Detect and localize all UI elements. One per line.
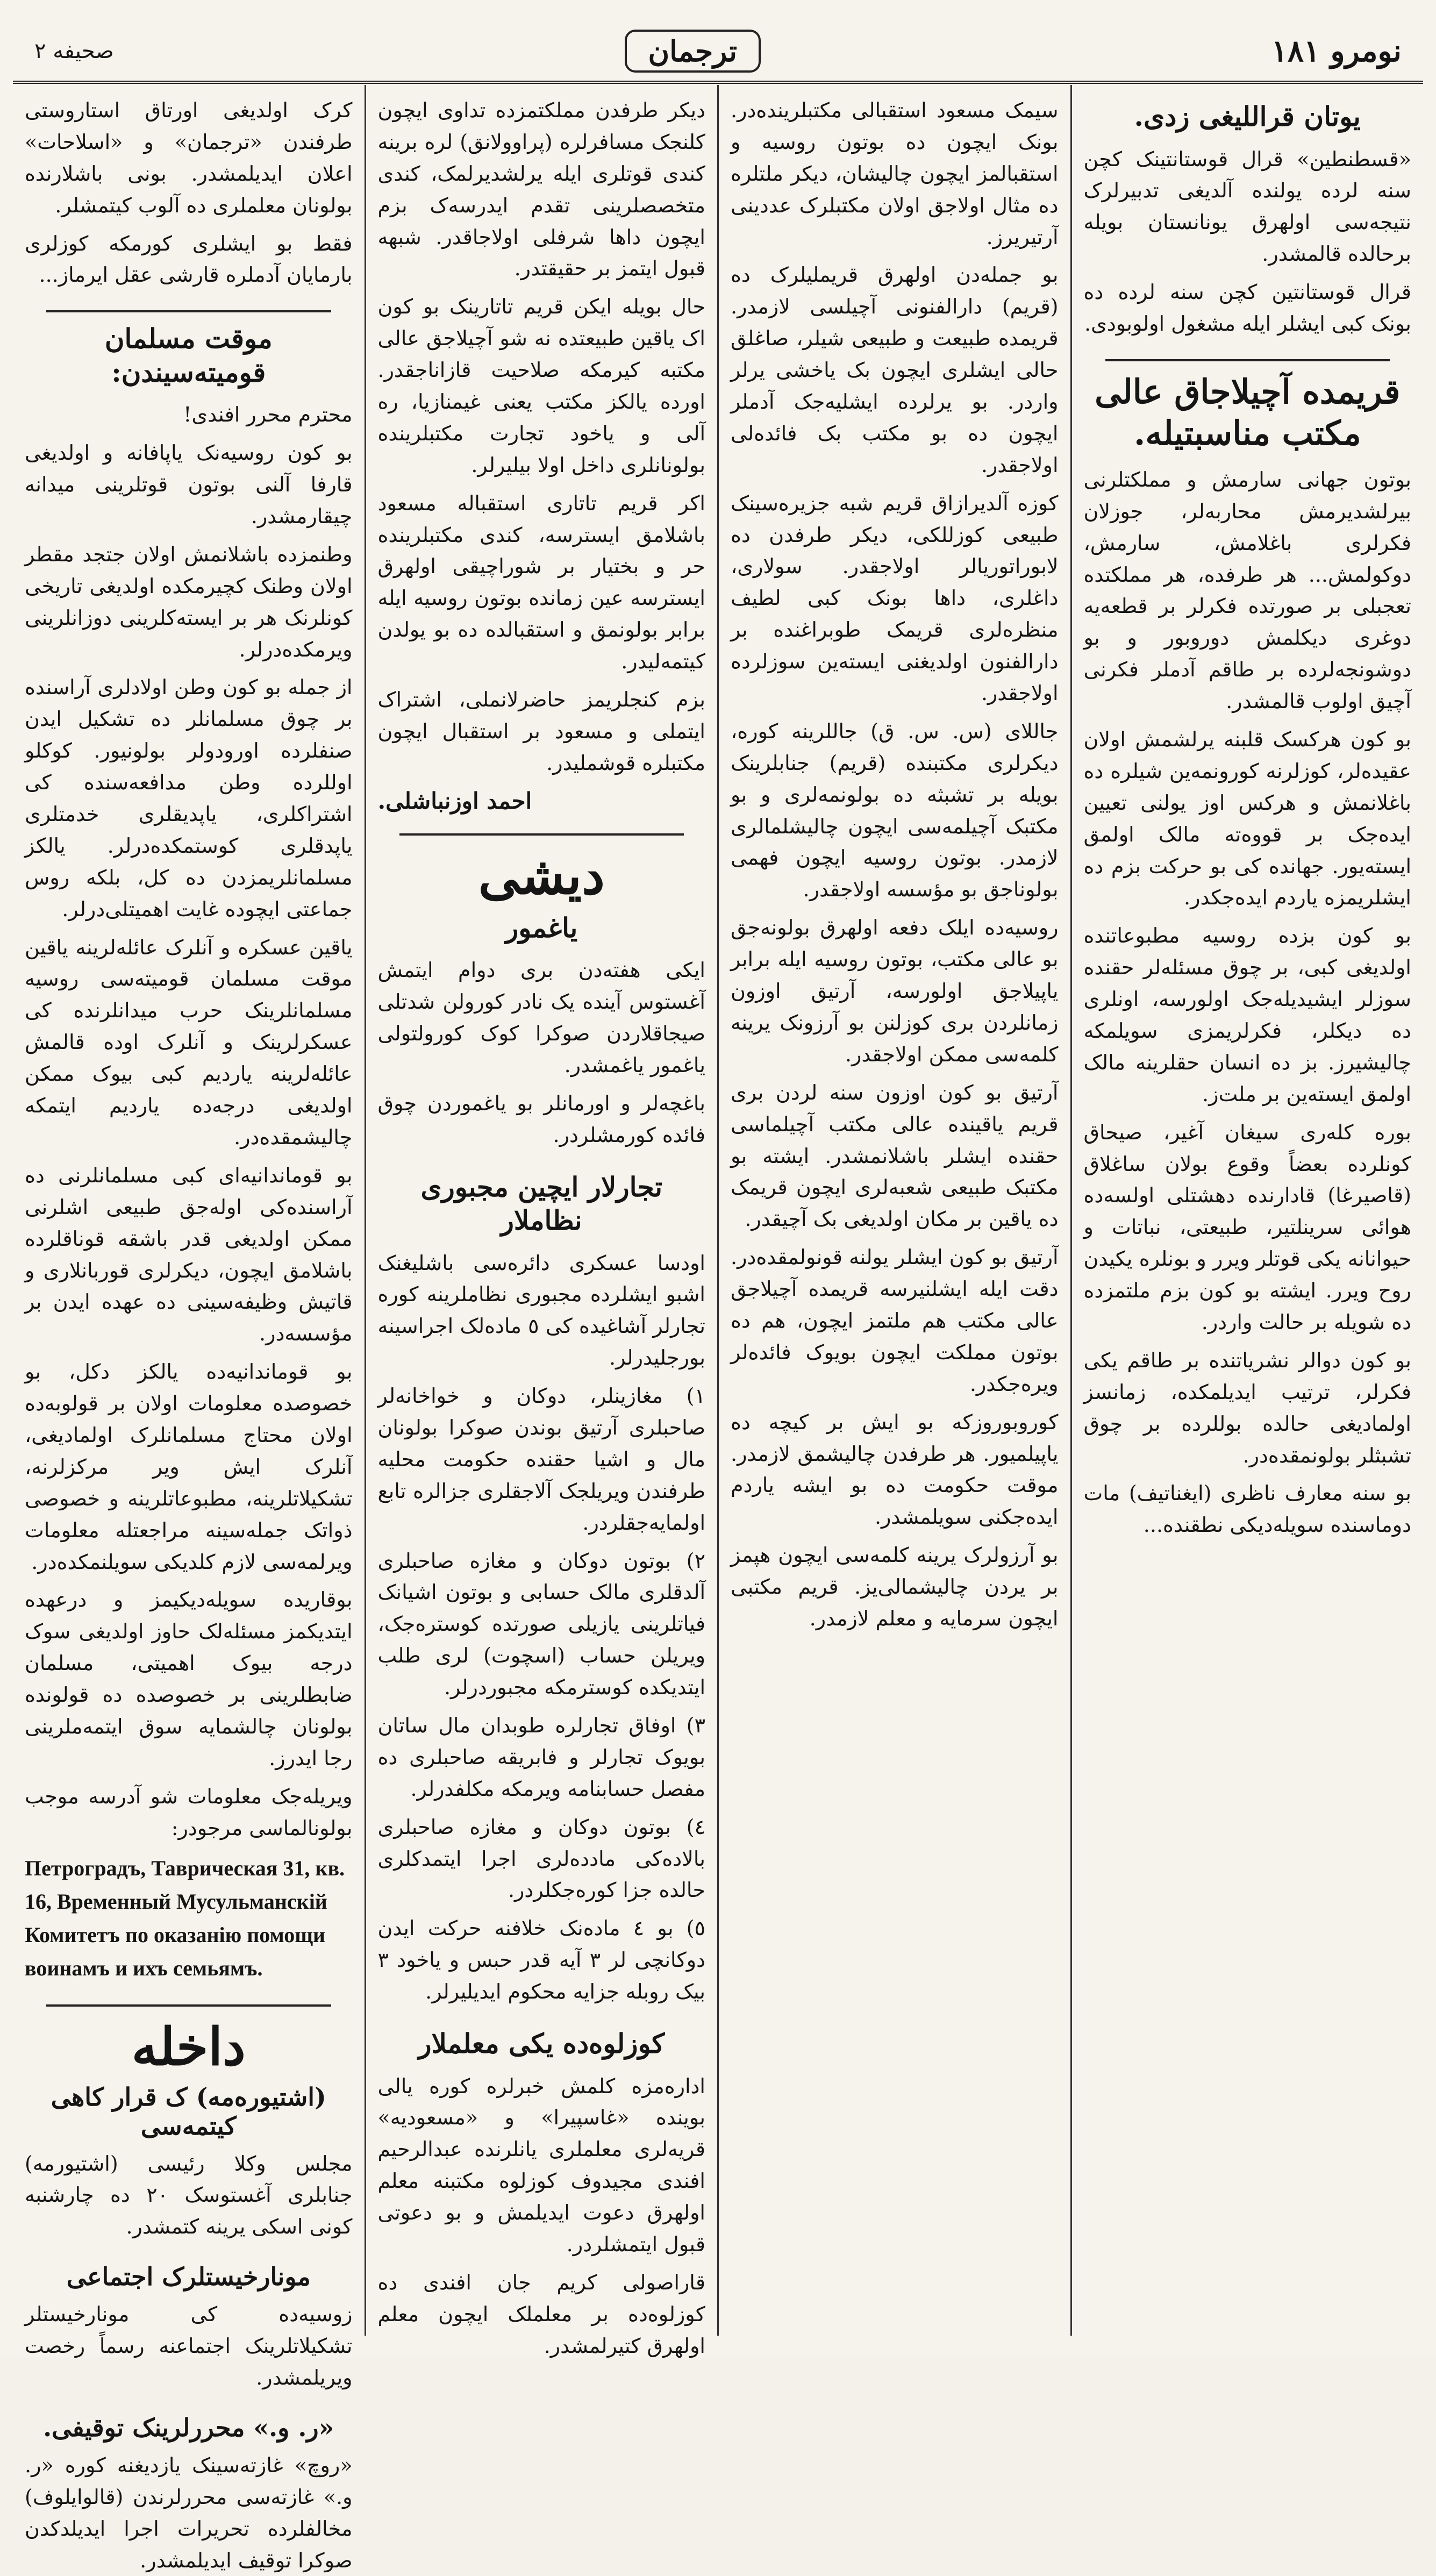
address: Петроградъ, Таврическая 31, кв. 16, Временный Мусульманскій Комитетъ по оказанію помощи воинамъ и ихъ семьямъ. — [25, 1856, 345, 1980]
divider — [46, 2004, 331, 2007]
paragraph: ٥) بو ٤ ماده‌نک خلافنه حرکت ایدن دوکانچی لر ٣ آیه قدر حبس و یاخود ٣ بیک روبله جزایه محکوم ایدیلیرلر. — [377, 1916, 705, 2004]
paragraph: ویریله‌جک معلومات شو آدرسه موجب بولونالماسی مرجودر: — [25, 1784, 353, 1840]
paragraph: ٢) بوتون دوکان و مغازه صاحبلری آلدقلری مالک حسابی و بوتون اشیانک فیاتلرینی یازیلی صورتده کوستره‌جک، ویریلن حساب (اسچوت) لری طلب ایتدیکده کوسترمکه مجبوردرلر. — [377, 1549, 705, 1700]
paragraph: قاراصولی کریم جان افندی ده کوزلوه‌ده بر معلملک ایچون معلم اولهرق کتیرلمشدر. — [377, 2270, 705, 2358]
paragraph: ٣) اوفاق تجارلره طوبدان مال ساتان بویوک تجارلر و فابریقه صاحبلری ده مفصل حسابنامه ویرمکه مکلفدرلر. — [377, 1714, 705, 1801]
author-byline: احمد اوزنباشلی. — [377, 787, 532, 814]
paragraph: بزم کنجلریمز حاضرلانملی، اشتراک ایتملی و مسعود بر استقبال ایچون مکتبلره قوشملیدر. — [377, 688, 705, 775]
masthead — [13, 22, 1423, 84]
column-4 — [13, 85, 365, 2572]
article-merchant-rules — [378, 1171, 706, 2008]
paragraph: حال بویله ایکن قریم تاتارینک بو کون اک یاقین طبیعتده نه شو آچیلاجق عالی مکتبه کیرمکه صلاحیت قازاناجقدر. اورده یالکز مکتب یعنی غیمنازیا، ره آلی و یاخود تجارت مکتبلرینده بولونانلری داخل اولا بیلیرلر. — [377, 295, 705, 477]
paragraph: جاللای (س. س. ق) جاللرینه کوره، دیکرلری مکتبنده (قریم) جنابلرینک بویله بر تشبثه ده بولونمه‌لری و بو مکتبک آچیلمه‌سی ایچون چالیشلمالری لازمدر. بوتون روسیه ایچون فهمی بولوناجق بو مؤسسه اولاجقدر. — [731, 719, 1059, 902]
divider — [46, 310, 331, 312]
paragraph: کوزه آلدیرازاق قریم شبه جزیره‌سینک طبیعی کوزللکی، دیکر طرفدن ده لابوراتوریالر اولاجقدر. سولاری، داغلری، داها بونک کبی لطیف منظره‌لری قریمک طوبراغنده بر دارالفنون اولدیغنی ایسته‌ین سوزلرده اولاجقدر. — [731, 491, 1059, 705]
paragraph: بو آرزولرک یرینه کلمه‌سی ایچون هپمز بر یردن چالیشمالی‌یز. قریم مکتبی ایچون سرمایه و معلم لازمدر. — [731, 1543, 1059, 1630]
paragraph: بو کون هرکسک قلبنه یرلشمش اولان عقیده‌لر، کوزلرنه کورونمه‌ین شیلره ده باغلانمش و هرکس اوز یولنی تعیین ایده‌جک بر قووه‌ته مالک اولمق ایسته‌یور. جهانده کی بو حرکت بزم ده ایشلریمزه یاردم ایده‌جکدر. — [1083, 727, 1411, 910]
paragraph: سیمک مسعود استقبالی مکتبلرینده‌در. بونک ایچون ده بوتون روسیه و استقبالمز ایچون چالیشان، دیکر ملتلره ده مثال اولاجق اولان مکتبلرک عددینی آرتیریرز. — [731, 98, 1059, 249]
headline: (اشتیوره‌مه) ک قرار کاهی کیتمه‌سی — [51, 2082, 326, 2140]
column-2 — [717, 85, 1070, 2336]
article-rain — [378, 845, 706, 1151]
paragraph: کوروبوروزکه بو ایش بر کیچه ده یاپیلمیور. هر طرفدن چالیشمق لازمدر. موقت حکومت ده بو ایشه یاردم ایده‌جکنی سویلمشدر. — [731, 1410, 1059, 1529]
section-logo: دیشی — [478, 845, 605, 906]
article-greek-king — [1084, 100, 1412, 340]
paragraph: بو قوماندانیه‌ای کبی مسلمانلرنی ده آراسنده‌کی اوله‌جق طبیعی اشلرنی ممکن اولدیغی قدر باشقه قوناقلرده باشلامق ایچون، دیکرلری قوربانلاری و قاتیش وظیفه‌سینی ده عهده ایدن بر مؤسسه‌در. — [25, 1163, 353, 1346]
paragraph: ٤) بوتون دوکان و مغازه صاحبلری بالاده‌کی مادده‌لری اجرا ایتمدکلری حالده جزا کوره‌جکلردر. — [377, 1815, 705, 1902]
paragraph: آرتیق بو کون ایشلر یولنه قونولمقده‌در. دقت ایله ایشلنیرسه قریمده آچیلاجق عالی مکتب هم ملتمز ایچون، هم ده بوتون مملکت ایچون بویوک فائده‌لر ویره‌جکدر. — [731, 1245, 1059, 1396]
paragraph: مجلس وکلا رئیسی (اشتیورمه) جنابلری آغستوسک ۲۰ ده چارشنبه کونی اسکی یرینه کتمشدر. — [25, 2151, 353, 2239]
paragraph: بو قوماندانیه‌ده یالکز دکل، بو خصوصده معلومات اولان بر قولوبه‌ده اولان محتاج مسلمانلرک اولمادیغی، آنلرک ایش ویر مرکزلرنه، تشکیلاتلرینه، مطبوعاتلرینه و خصوصی ذواتک جمله‌سینه مراجعتله معلومات ویرلمه‌سی لازم کلدیکی سویلنمکده‌در. — [25, 1360, 353, 1574]
headline: یوتان قراللیغی زدی. — [1134, 101, 1361, 132]
newspaper-title: ترجمان — [625, 30, 761, 73]
headline: قریمده آچیلاجاق عالی مکتب مناسبتیله. — [1095, 372, 1401, 453]
paragraph: بو کون بزده روسیه مطبوعاتنده اولدیغی کبی، بر چوق مسئله‌لر حقنده سوزلر ایشیدیله‌جک اولورسه، اونلری ده دیکلر، فکرلریمزی سویلمکه چالیشیرز. بز ده انسان حقلرینه مالک اولمق ایسته‌ین بر ملت‌ز. — [1083, 924, 1411, 1106]
paragraph: دیکر طرفدن مملکتمزده تداوی ایچون کلنجک مسافرلره (پراوولانق) لره برینه کندی قوتلری ایله یرلشدیرلمک، کندی متخصصلرینی تقدم ایدرسه‌ک بزم ایچون داها شرفلی اولاجاقدر. شبهه قبول ایتمز بر حقیقتدر. — [377, 98, 705, 281]
paragraph: بو سنه معارف ناظری (ایغناتیف) مات دوماسنده سویله‌دیکی نطقنده... — [1083, 1481, 1411, 1537]
paragraph: بو جمله‌دن اولهرق قریملیلرک ده (قریم) دارالفنونی آچیلسی لازمدر. قریمده طبیعت و طبیعی شیلر، صاغلق حالی ایشلری ایچون بک یاخشی یرلر واردر. بو یرلرده ایشلیه‌جک آدملر ایچون ده بو مکتب بک فائده‌لی اولاجقدر. — [731, 263, 1059, 477]
section-logo: داخله — [131, 2016, 246, 2077]
paragraph: اودسا عسکری دائره‌سی باشلیغنک اشبو ایشلرده مجبوری نظاملرینه کوره تجارلر آشاغیده کی ٥ ماده‌لک اجراسینه بورجلیدرلر. — [377, 1251, 705, 1370]
article-muslim-committee — [25, 322, 353, 1985]
paragraph: ایکی هفته‌دن بری دوام ایتمش آغستوس آینده یک نادر کورولن شدتلی صیجاقلاردن صوکرا کوک کورولتولی یاغمور یاغمشدر. — [377, 958, 705, 1077]
headline: یاغمور — [505, 911, 578, 944]
paragraph: آرتیق بو کون اوزون سنه لردن بری قریم یاقینده عالی مکتب آچیلماسی حقنده ایشلر باشلانمشدر. ایشته بو مکتبک طبیعی شعبه‌لری ایچون قریمک ده یاقین بر مکان اولدیغی بک آچیقدر. — [731, 1080, 1059, 1231]
columns — [13, 85, 1423, 2572]
paragraph: روسیه‌ده ایلک دفعه اولهرق بولونه‌جق بو عالی مکتب، بوتون روسیه ایله برابر یاپیلاجق اولورسه، آرتیق اوزون زمانلردن بری کوزلنن بو آرزونک یرینه کلمه‌سی ممکن اولاجقدر. — [731, 916, 1059, 1066]
issue-number: نومرو ١٨١ — [1271, 33, 1402, 69]
paragraph: باغچه‌لر و اورمانلر بو یاغموردن چوق فائده کورمشلردر. — [377, 1091, 705, 1147]
headline: تجارلار ایچین مجبوری نظاملار — [420, 1171, 663, 1237]
column-1 — [1070, 85, 1424, 2336]
paragraph: ١) مغازینلر، دوکان و خواخانه‌لر صاحبلری آرتیق بوندن صوکرا بولونان مال و اشیا حقنده حکومت محلیه طرفندن ویریلجک آلاجقلری جزالره تابع اولمایه‌جقلردر. — [377, 1384, 705, 1535]
paragraph: اکر قریم تاتاری استقباله مسعود باشلامق ایسترسه، کندی مکتبلرینده حر و بختیار بر شوراچیقی اولهرق ایسترسه عین زمانده بوتون روسیه ایله برابر بولونمق و استقبالده ده بو یولدن کیتمه‌لیدر. — [377, 491, 705, 674]
paragraph: وطنمزده باشلانمش اولان جتجد مقطر اولان وطنک کچیرمکده اولدیغی تاریخی کونلرنک هر بر ایسته‌کلرینی دوزانلرینی ویرمکده‌درلر. — [25, 542, 353, 661]
article-top-left — [25, 95, 353, 291]
article-arrest — [25, 2413, 353, 2576]
headline: کوزلوه‌ده یکی معلملار — [418, 2028, 665, 2060]
paragraph: کرک اولدیغی اورتاق استاروستی طرفندن «ترجمان» و «اسلاحات» اعلان ایدیلمشدر. بونی باشلارنده بولونان معلملری ده آلوب کیتمشلر. — [25, 98, 353, 217]
divider — [1105, 359, 1390, 361]
paragraph: از جمله بو کون وطن اولادلری آراسنده بر چوق مسلمانلر ده تشکیل ایدن صنفلرده اورودولر بولونیور. کوکلو اوللرده وطن مدافعه‌سنده کی اشتراکلری، یاپدیقلری خدمتلری یاپدقلری کوستمکده‌درلر. یالکز مسلمانلریمزدن ده کل، بلکه روس جماعتی ایچوده غایت اهمیتلی‌درلر. — [25, 675, 353, 921]
paragraph: بوقاریده سویله‌دیکیمز و درعهده ایتدیکمز مسئله‌لک حاوز اولدیغی سوک درجه بیوک اهمیتی، مسلمان ضابطلرینی بر خصوصده ده قولونده بولونان چالشمایه سوق ایتمه‌ملرینی رجا ایدرز. — [25, 1588, 353, 1770]
paragraph: بو کون روسیه‌نک یاپافانه و اولدیغی قارفا آلنی بوتون قوتلرینی میدانه چیقارمشدر. — [25, 441, 353, 529]
headline: موقت مسلمان قومیته‌سیندن: — [104, 323, 273, 388]
article-monarchists — [25, 2262, 353, 2394]
headline: «ر. و.» محررلرینک توقیفی. — [43, 2413, 334, 2442]
article-new-teachers — [378, 2027, 706, 2362]
paragraph: بوره کله‌ری سیغان آغیر، صیحاق کونلرده بعضاً وقوع بولان ساغلاق (قاصیرغا) قادارنده دهشتلی اولسه‌ده هوائی سرینلتیر، طبیعتی، نباتات و حیوانانه یکی قوتلر ویرر و بونلره یکیدن روح ویرر. ایشته بو کون بزم ملتمزده ده شویله بر حالت واردر. — [1083, 1120, 1411, 1334]
paragraph: اداره‌مزه کلمش خبرلره کوره یالی بوینده «غاسپیرا» و «مسعودیه» قریه‌لری معلملری یانلرنده عبدالرحیم افندی مجیدوف کوزلوه مکتبنه معلم اولهرق دعوت ایدیلمش و بو دعوتی قبول ایتمشلردر. — [377, 2074, 705, 2256]
article-continued-2 — [378, 95, 706, 814]
paragraph: «قسطنطین» قرال قوستانتینک کچن سنه لرده یولنده آلدیغی تدبیرلرک نتیجه‌سی اولهرق یونانستان بویله برحالده قالمشدر. — [1083, 147, 1411, 266]
paragraph: «روچ» غازته‌سینک یازدیغنه کوره «ر. و.» غازته‌سی محررلرندن (قالوایلوف) مخالفلرده تحریرات اجرا ایدیلدکدن صوکرا توقیف ایدیلمشدر. — [25, 2453, 353, 2572]
page-number: صحیفه ۲ — [34, 39, 114, 63]
paragraph: محترم محرر افندی! — [183, 403, 353, 427]
article-continued — [731, 95, 1059, 1635]
paragraph: بوتون جهانی سارمش و مملکتلرنی بیرلشدیرمش محاربه‌لر، جوزلان فکرلری باغلامش، سارمش، دوکولمش... هر طرفده، هر مملکتده تعجبلی بر صورتده فکرلر بر قطعه‌یه دوغری دیکلمش دوروبور و بو دوشونجه‌لرده بر طاقم آدملر فکرنی آچیق اولوب قالمشدر. — [1083, 467, 1411, 713]
divider — [399, 833, 684, 836]
paragraph: یاقین عسکره و آنلرک عائله‌لرینه یاقین موقت مسلمان قومیته‌سی روسیه مسلمانلرینک حرب میدانلرنده کی عسکرلرینک و آنلرک اوده قالمش عائله‌لرینه یاردیم کبی بیوک ممکن اولدیغی درجه‌ده یاردیم ایتمکه چالیشمقده‌در. — [25, 935, 353, 1149]
paragraph: بو کون دوالر نشریاتنده بر طاقم یکی فکرلر، ترتیب ایدیلمکده، زمانسز اولمادیغی حالده بوللرده بر چوق تشبثلر بولونمقده‌در. — [1083, 1348, 1411, 1467]
paragraph: زوسیه‌ده کی مونارخیستلر تشکیلاتلرینک اجتماعنه رسماً رخصت ویریلمشدر. — [25, 2302, 353, 2389]
column-3 — [365, 85, 718, 2358]
headline: مونارخیستلرک اجتماعی — [66, 2262, 311, 2292]
paragraph: قرال قوستانتین کچن سنه لرده ده بونک کبی ایشلر ایله مشغول اولوبودی. — [1083, 280, 1411, 336]
article-domestic — [25, 2016, 353, 2243]
paragraph: فقط بو ایشلری کورمکه کوزلری بارمایان آدملره قارشی عقل ایرماز... — [25, 231, 353, 287]
article-crimea-university — [1084, 371, 1412, 1541]
